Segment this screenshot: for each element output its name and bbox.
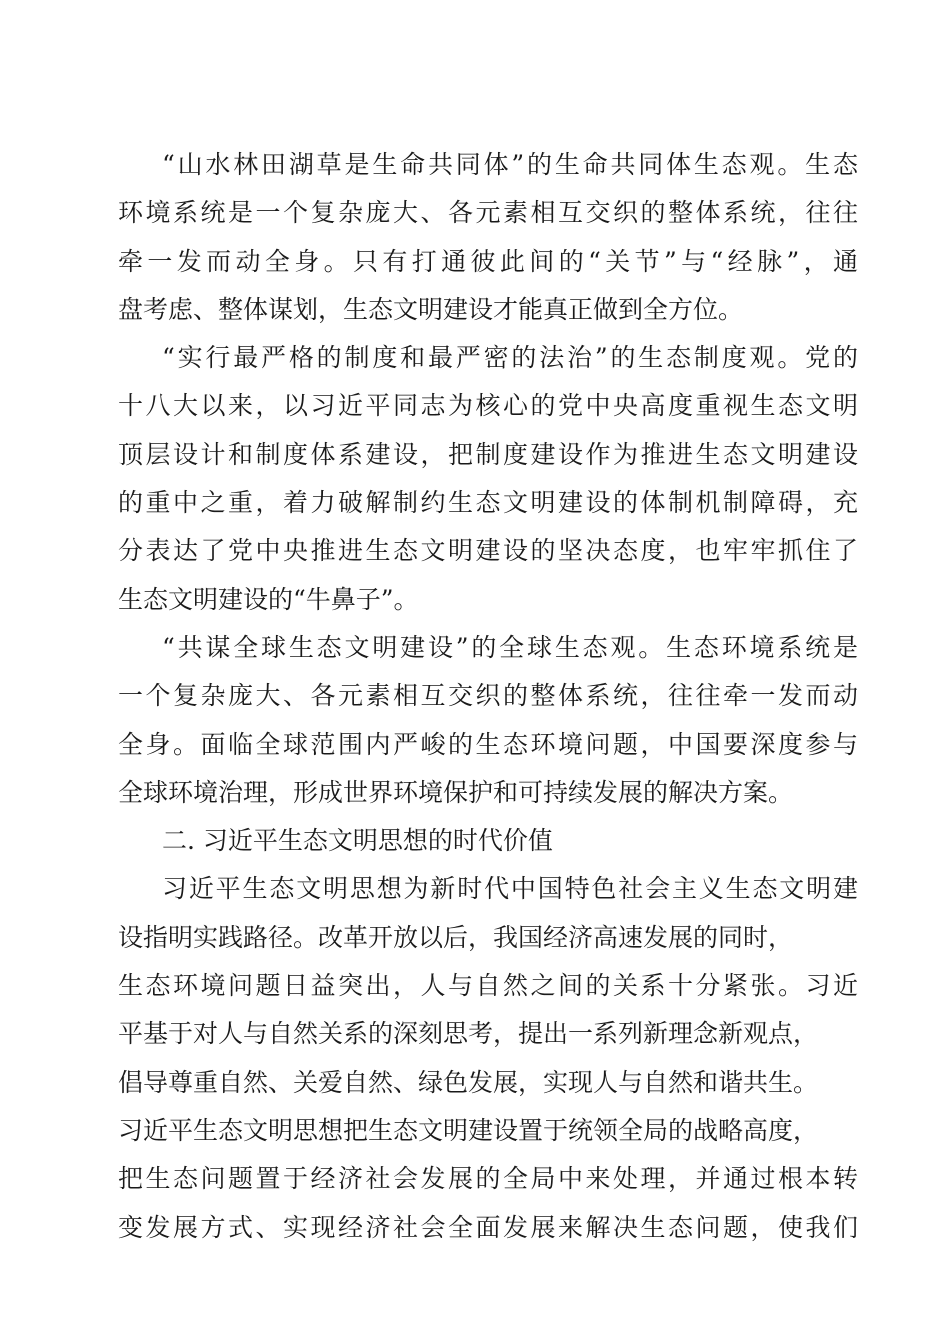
paragraph-line: “山水林田湖草是生命共同体”的生命共同体生态观。生态	[162, 150, 858, 179]
paragraph-line: “共谋全球生态文明建设”的全球生态观。生态环境系统是	[162, 632, 858, 662]
paragraph-line: 一个复杂庞大、各元素相互交织的整体系统，往往牵一发而动	[118, 681, 858, 711]
paragraph-line: “实行最严格的制度和最严密的法治”的生态制度观。党的	[162, 343, 858, 373]
section-heading: 二. 习近平生态文明思想的时代价值	[162, 826, 553, 856]
paragraph-line: 十八大以来，以习近平同志为核心的党中央高度重视生态文明	[118, 391, 858, 421]
paragraph-line: 倡导尊重自然、关爱自然、绿色发展，实现人与自然和谐共生。	[118, 1067, 819, 1097]
paragraph-line: 的重中之重，着力破解制约生态文明建设的体制机制障碍，充	[118, 488, 858, 518]
paragraph-line: 生态文明建设的“牛鼻子”。	[118, 584, 419, 614]
paragraph-line: 变发展方式、实现经济社会全面发展来解决生态问题，使我们	[118, 1212, 858, 1242]
paragraph-line: 全身。面临全球范围内严峻的生态环境问题，中国要深度参与	[118, 729, 858, 759]
document-body	[118, 141, 858, 1252]
paragraph-line: 分表达了党中央推进生态文明建设的坚决态度，也牢牢抓住了	[118, 536, 858, 566]
paragraph-line: 习近平生态文明思想为新时代中国特色社会主义生态文明建	[162, 874, 858, 904]
paragraph-line: 环境系统是一个复杂庞大、各元素相互交织的整体系统，往往	[118, 198, 858, 228]
paragraph-line: 牵一发而动全身。只有打通彼此间的“关节”与“经脉”，通	[118, 246, 858, 276]
paragraph-line: 把生态问题置于经济社会发展的全局中来处理，并通过根本转	[118, 1164, 858, 1194]
paragraph-line: 平基于对人与自然关系的深刻思考，提出一系列新理念新观点，	[118, 1019, 819, 1049]
paragraph-line: 设指明实践路径。改革开放以后，我国经济高速发展的同时，	[118, 922, 794, 952]
paragraph-line: 顶层设计和制度体系建设，把制度建设作为推进生态文明建设	[118, 439, 858, 469]
paragraph-line: 习近平生态文明思想把生态文明建设置于统领全局的战略高度，	[118, 1115, 819, 1145]
paragraph-line: 盘考虑、整体谋划，生态文明建设才能真正做到全方位。	[118, 294, 744, 324]
paragraph-line: 全球环境治理，形成世界环境保护和可持续发展的解决方案。	[118, 777, 794, 807]
paragraph-line: 生态环境问题日益突出，人与自然之间的关系十分紧张。习近	[118, 971, 858, 1001]
